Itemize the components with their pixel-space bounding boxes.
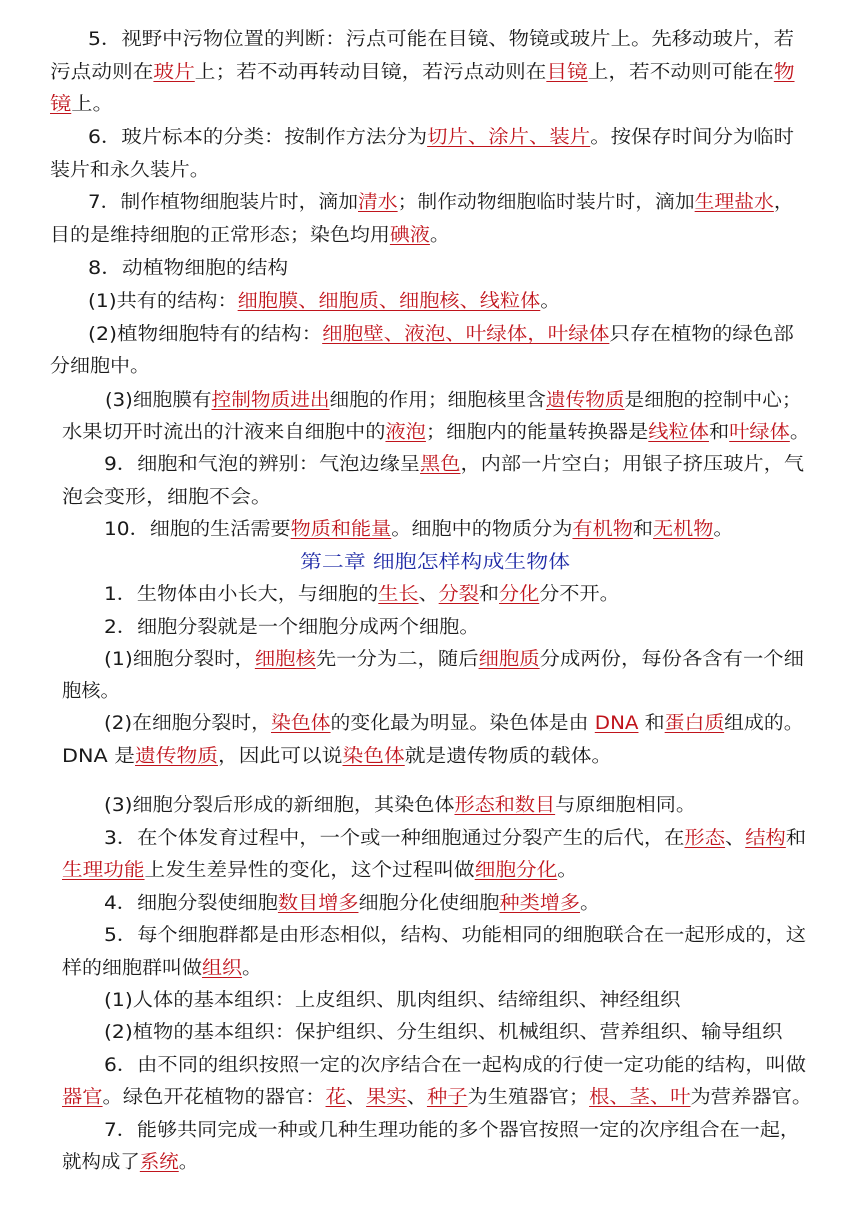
- plain-text: 、: [724, 828, 746, 849]
- chapter-heading: [300, 550, 570, 576]
- text-line-p6-a: [88, 125, 794, 151]
- text-line-p8-3b: [62, 420, 810, 446]
- plain-text: 9．细胞和气泡的辨别：气泡边缘呈: [104, 454, 421, 475]
- plain-text: ，: [773, 192, 794, 213]
- chapter-title: 第二章 细胞怎样构成生物体: [300, 552, 571, 573]
- text-line-p5-c: [50, 92, 114, 118]
- keyword-answer: 细胞核: [254, 649, 316, 670]
- keyword-answer: 组织: [201, 958, 242, 979]
- keyword-answer: 细胞质: [478, 649, 540, 670]
- keyword-answer: 黑色: [420, 454, 461, 475]
- plain-text: 上；若不动再转动目镜，若污点动则在: [194, 62, 547, 83]
- text-line-p8-1: [88, 289, 560, 315]
- keyword-answer: 生长: [378, 584, 419, 605]
- plain-text: (2)在细胞分裂时，: [104, 713, 271, 734]
- plain-text: 4．细胞分裂使细胞: [104, 893, 278, 914]
- plain-text: (3)细胞膜有: [105, 390, 212, 411]
- keyword-answer: 数目增多: [277, 893, 359, 914]
- keyword-answer: 目镜: [546, 62, 588, 83]
- plain-text: 10．细胞的生活需要: [104, 519, 291, 540]
- text-line-c3-b: [62, 858, 578, 884]
- keyword-answer: 结构: [745, 828, 786, 849]
- text-line-c3-a: [104, 826, 806, 852]
- plain-text: ；细胞内的能量转换器是: [425, 422, 649, 443]
- plain-text: 5．视野中污物位置的判断：污点可能在目镜、物镜或玻片上。先移动玻片，若: [88, 29, 795, 50]
- text-line-p8: [88, 256, 288, 282]
- plain-text: 细胞的作用；细胞核里含: [329, 390, 546, 411]
- keyword-answer: 果实: [366, 1087, 407, 1108]
- text-line-c2-1a: [104, 647, 804, 673]
- plain-text: 2．细胞分裂就是一个细胞分成两个细胞。: [104, 617, 480, 638]
- plain-text: 水果切开时流出的汁液来自细胞中的: [62, 422, 386, 443]
- plain-text: (1)共有的结构：: [88, 291, 238, 312]
- text-line-p8-2b: [50, 354, 150, 380]
- plain-text: 。: [241, 958, 262, 979]
- text-line-c6-b: [62, 1085, 812, 1111]
- plain-text: DNA 是: [62, 746, 136, 767]
- keyword-answer: 遗传物质: [135, 746, 219, 767]
- plain-text: 。: [713, 519, 734, 540]
- plain-text: 先一分为二，随后: [315, 649, 479, 670]
- plain-text: (3)细胞分裂后形成的新细胞，其染色体: [104, 795, 455, 816]
- keyword-answer: 清水: [358, 192, 398, 213]
- text-line-p7-a: [88, 190, 794, 216]
- plain-text: 细胞分化使细胞: [358, 893, 500, 914]
- plain-text: 污点动则在: [50, 62, 154, 83]
- plain-text: 。: [540, 291, 561, 312]
- keyword-answer: 种子: [426, 1087, 468, 1108]
- plain-text: 、: [418, 584, 439, 605]
- keyword-answer: 生理盐水: [694, 192, 774, 213]
- keyword-answer: 根、茎、叶: [589, 1087, 691, 1108]
- text-line-p8-2a: [88, 322, 794, 348]
- text-line-c5-1: [104, 988, 680, 1014]
- plain-text: 和: [478, 584, 500, 605]
- keyword-answer: 叶绿体: [729, 422, 790, 443]
- plain-text: ，内部一片空白；用银子挤压玻片，气: [460, 454, 805, 475]
- plain-text: ，因此可以说: [218, 746, 343, 767]
- text-line-c7-a: [104, 1118, 800, 1144]
- plain-text: 上。: [71, 94, 114, 115]
- text-line-p7-b: [50, 223, 450, 249]
- plain-text: 分成两份，每份各含有一个细: [539, 649, 804, 670]
- plain-text: 上，若不动则可能在: [587, 62, 774, 83]
- plain-text: 。: [557, 860, 578, 881]
- keyword-answer: 切片、涂片、装片: [427, 127, 591, 148]
- plain-text: 胞核。: [62, 681, 120, 702]
- plain-text: 7．能够共同完成一种或几种生理功能的多个器官按照一定的次序组合在一起，: [104, 1120, 801, 1141]
- keyword-answer: 器官: [62, 1087, 103, 1108]
- keyword-answer: 物: [773, 62, 795, 83]
- plain-text: 和: [785, 828, 807, 849]
- plain-text: 装片和永久装片。: [50, 160, 210, 181]
- plain-text: 和: [632, 519, 654, 540]
- plain-text: 只存在植物的绿色部: [609, 324, 794, 345]
- plain-text: 和: [638, 713, 665, 734]
- keyword-answer: 分化: [499, 584, 540, 605]
- plain-text: 8．动植物细胞的结构: [88, 258, 289, 279]
- keyword-answer: 碘液: [389, 225, 430, 246]
- text-line-c7-b: [62, 1150, 198, 1176]
- keyword-answer: 细胞分化: [474, 860, 558, 881]
- plain-text: 就是遗传物质的载体。: [404, 746, 613, 767]
- text-line-c4: [104, 891, 600, 917]
- plain-text: (1)细胞分裂时，: [104, 649, 255, 670]
- keyword-answer: 镜: [50, 94, 72, 115]
- plain-text: 、: [406, 1087, 427, 1108]
- plain-text: 上发生差异性的变化，这个过程叫做: [144, 860, 475, 881]
- text-line-c6-a: [104, 1053, 806, 1079]
- plain-text: 为生殖器官；: [467, 1087, 590, 1108]
- plain-text: ；制作动物细胞临时装片时，滴加: [397, 192, 695, 213]
- keyword-answer: 染色体: [270, 713, 331, 734]
- keyword-answer: 有机物: [572, 519, 633, 540]
- plain-text: 7．制作植物细胞装片时，滴加: [88, 192, 359, 213]
- plain-text: 的变化最为明显。染色体是由: [330, 713, 595, 734]
- plain-text: 组成的。: [724, 713, 804, 734]
- keyword-answer: 无机物: [653, 519, 714, 540]
- plain-text: 是细胞的控制中心；: [624, 390, 802, 411]
- keyword-answer: 遗传物质: [545, 390, 625, 411]
- text-line-c2-2a: [104, 711, 804, 737]
- plain-text: 。绿色开花植物的器官：: [102, 1087, 326, 1108]
- text-line-p10: [104, 517, 734, 543]
- plain-text: 6．由不同的组织按照一定的次序结合在一起构成的行使一定功能的结构，叫做: [104, 1055, 807, 1076]
- keyword-answer: 细胞膜、细胞质、细胞核、线粒体: [237, 291, 541, 312]
- keyword-answer: 染色体: [342, 746, 405, 767]
- plain-text: 目的是维持细胞的正常形态；染色均用: [50, 225, 390, 246]
- text-line-p5-b: [50, 60, 795, 86]
- text-line-c2-3: [104, 793, 696, 819]
- plain-text: 为营养器官。: [690, 1087, 813, 1108]
- text-line-c5-b: [62, 956, 262, 982]
- plain-text: 。按保存时间分为临时: [590, 127, 795, 148]
- plain-text: (2)植物的基本组织：保护组织、分生组织、机械组织、营养组织、输导组织: [104, 1022, 783, 1043]
- plain-text: 泡会变形，细胞不会。: [62, 487, 272, 508]
- plain-text: 。: [580, 893, 601, 914]
- plain-text: (2)植物细胞特有的结构：: [88, 324, 323, 345]
- keyword-answer: 物质和能量: [290, 519, 392, 540]
- text-line-c1: [104, 582, 620, 608]
- keyword-answer: 生理功能: [62, 860, 145, 881]
- keyword-answer: DNA: [594, 713, 639, 734]
- keyword-answer: 玻片: [153, 62, 195, 83]
- keyword-answer: 形态: [684, 828, 725, 849]
- plain-text: 5．每个细胞群都是由形态相似，结构、功能相同的细胞联合在一起形成的，这: [104, 925, 807, 946]
- keyword-answer: 蛋白质: [664, 713, 725, 734]
- plain-text: 。: [789, 422, 811, 443]
- text-line-p8-3a: [105, 388, 802, 414]
- plain-text: 。细胞中的物质分为: [391, 519, 573, 540]
- text-line-c2-1b: [62, 679, 120, 705]
- keyword-answer: 种类增多: [499, 893, 581, 914]
- text-line-p5-a: [88, 27, 794, 53]
- plain-text: 和: [708, 422, 730, 443]
- keyword-answer: 形态和数目: [454, 795, 556, 816]
- text-line-p9-b: [62, 485, 272, 511]
- text-line-p9-a: [104, 452, 804, 478]
- keyword-answer: 系统: [139, 1152, 179, 1173]
- keyword-answer: 控制物质进出: [211, 390, 330, 411]
- plain-text: 。: [178, 1152, 199, 1173]
- plain-text: 就构成了: [62, 1152, 140, 1173]
- plain-text: 3．在个体发育过程中，一个或一种细胞通过分裂产生的后代，在: [104, 828, 685, 849]
- text-line-c2: [104, 615, 479, 641]
- plain-text: 分不开。: [539, 584, 620, 605]
- plain-text: 1．生物体由小长大，与细胞的: [104, 584, 379, 605]
- text-line-p6-b: [50, 158, 210, 184]
- keyword-answer: 线粒体: [648, 422, 709, 443]
- keyword-answer: 液泡: [385, 422, 426, 443]
- plain-text: 与原细胞相同。: [555, 795, 696, 816]
- text-line-c5-2: [104, 1020, 782, 1046]
- plain-text: 样的细胞群叫做: [62, 958, 202, 979]
- text-line-c2-2b: [62, 744, 612, 770]
- keyword-answer: 花: [325, 1087, 346, 1108]
- plain-text: 、: [345, 1087, 367, 1108]
- plain-text: (1)人体的基本组织：上皮组织、肌肉组织、结缔组织、神经组织: [104, 990, 681, 1011]
- text-line-c5-a: [104, 923, 806, 949]
- keyword-answer: 细胞壁、液泡、叶绿体，叶绿体: [322, 324, 610, 345]
- plain-text: 。: [429, 225, 450, 246]
- plain-text: 分细胞中。: [50, 356, 150, 377]
- keyword-answer: 分裂: [438, 584, 479, 605]
- plain-text: 6．玻片标本的分类：按制作方法分为: [88, 127, 428, 148]
